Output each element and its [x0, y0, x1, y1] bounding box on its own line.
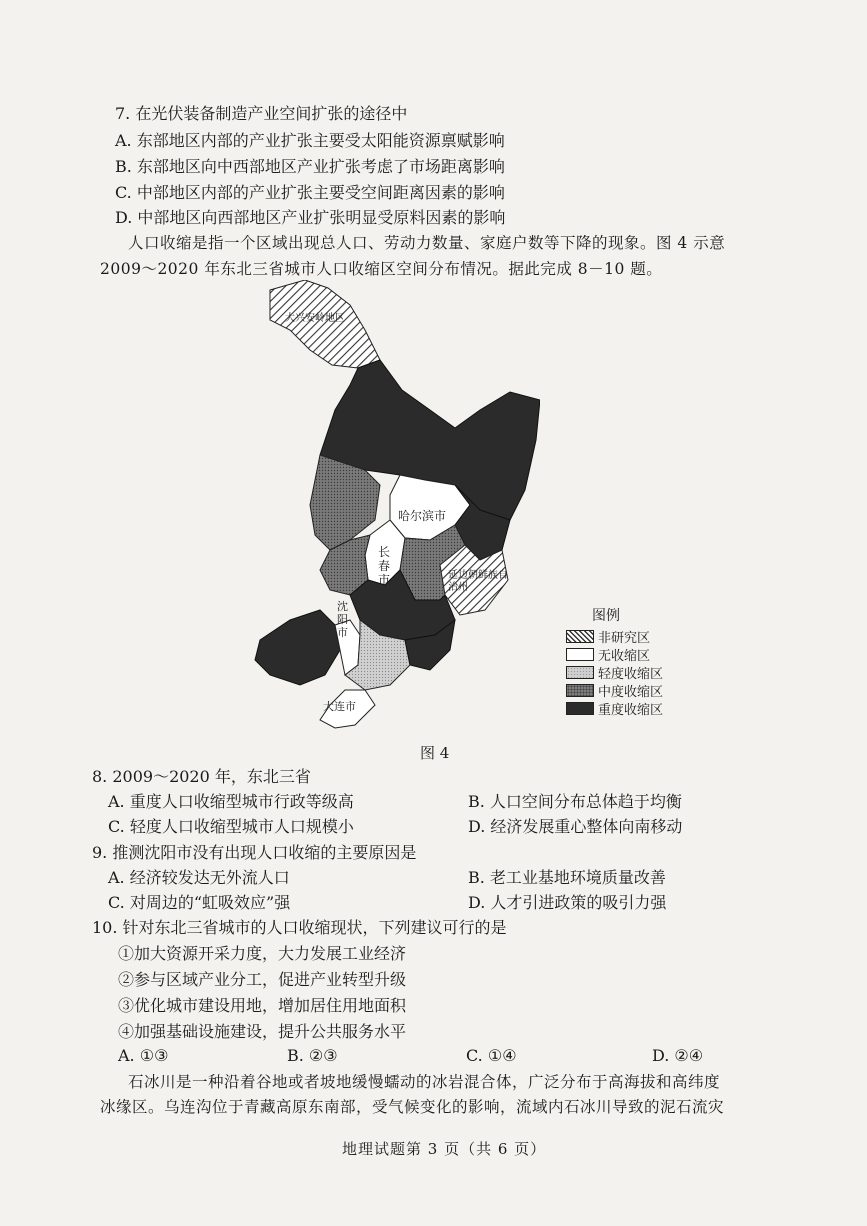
map-figure	[240, 280, 540, 740]
q7-option-c: C. 中部地区内部的产业扩张主要受空间距离因素的影响	[115, 183, 505, 202]
q10-option-c: C. ①④	[466, 1046, 517, 1065]
label-dalian: 大连市	[323, 700, 356, 713]
q7-option-a: A. 东部地区内部的产业扩张主要受太阳能资源禀赋影响	[115, 131, 505, 150]
legend-item-no-shrink: 无收缩区	[566, 645, 650, 664]
q10-statement-2: ②参与区域产业分工，促进产业转型升级	[118, 970, 407, 989]
legend-item-light: 轻度收缩区	[566, 663, 663, 682]
q9-stem: 9. 推测沈阳市没有出现人口收缩的主要原因是	[92, 843, 417, 862]
q8-stem: 8. 2009～2020 年，东北三省	[92, 767, 311, 786]
q8-option-c: C. 轻度人口收缩型城市人口规模小	[108, 817, 354, 836]
q7-option-d: D. 中部地区向西部地区产业扩张明显受原料因素的影响	[115, 208, 506, 227]
legend-swatch-mid-icon	[566, 684, 594, 697]
label-daxinganling: 大兴安岭地区	[285, 313, 345, 324]
legend-swatch-white-icon	[566, 648, 594, 661]
legend-swatch-light-icon	[566, 666, 594, 679]
northeast-china-map	[240, 280, 540, 740]
figure-caption: 图 4	[420, 744, 450, 762]
q9-option-d: D. 人才引进政策的吸引力强	[468, 893, 667, 912]
page-footer: 地理试题第 3 页（共 6 页）	[342, 1140, 547, 1158]
q10-statement-3: ③优化城市建设用地，增加居住用地面积	[118, 996, 407, 1015]
legend-swatch-hatch-icon	[566, 630, 594, 643]
label-changchun: 长春市	[378, 545, 391, 587]
q9-option-c: C. 对周边的“虹吸效应”强	[108, 893, 291, 912]
legend-title: 图例	[592, 608, 620, 624]
q10-option-d: D. ②④	[652, 1046, 704, 1065]
q10-option-b: B. ②③	[287, 1046, 338, 1065]
q10-option-a: A. ①③	[118, 1046, 169, 1065]
region-liaoning-west	[255, 610, 340, 685]
legend-item-non-study: 非研究区	[566, 627, 650, 646]
q9-option-a: A. 经济较发达无外流人口	[108, 868, 290, 887]
q7-stem: 7. 在光伏装备制造产业空间扩张的途径中	[115, 104, 408, 123]
q10-statement-1: ①加大资源开采力度，大力发展工业经济	[118, 944, 407, 963]
intro-line-2: 2009～2020 年东北三省城市人口收缩区空间分布情况。据此完成 8－10 题。	[100, 260, 663, 278]
outro-line-2: 冰缘区。乌连沟位于青藏高原东南部，受气候变化的影响，流域内石冰川导致的泥石流灾	[100, 1098, 725, 1116]
q10-stem: 10. 针对东北三省城市的人口收缩现状，下列建议可行的是	[92, 918, 507, 937]
intro-line-1: 人口收缩是指一个区域出现总人口、劳动力数量、家庭户数等下降的现象。图 4 示意	[128, 234, 726, 252]
q7-option-b: B. 东部地区向中西部地区产业扩张考虑了市场距离影响	[115, 157, 505, 176]
outro-line-1: 石冰川是一种沿着谷地或者坡地缓慢蠕动的冰岩混合体，广泛分布于高海拔和高纬度	[128, 1073, 721, 1091]
legend-item-heavy: 重度收缩区	[566, 699, 663, 718]
q8-option-d: D. 经济发展重心整体向南移动	[468, 817, 683, 836]
label-harbin: 哈尔滨市	[398, 509, 447, 523]
label-shenyang: 沈阳市	[337, 600, 348, 639]
legend-swatch-dark-icon	[566, 702, 594, 715]
q8-option-a: A. 重度人口收缩型城市行政等级高	[108, 792, 354, 811]
q8-option-b: B. 人口空间分布总体趋于均衡	[468, 792, 682, 811]
region-daxinganling	[270, 280, 380, 368]
q9-option-b: B. 老工业基地环境质量改善	[468, 868, 666, 887]
legend-item-mid: 中度收缩区	[566, 681, 663, 700]
label-yanbian: 延边朝鲜族自治州	[448, 570, 508, 593]
q10-statement-4: ④加强基础设施建设，提升公共服务水平	[118, 1022, 407, 1041]
